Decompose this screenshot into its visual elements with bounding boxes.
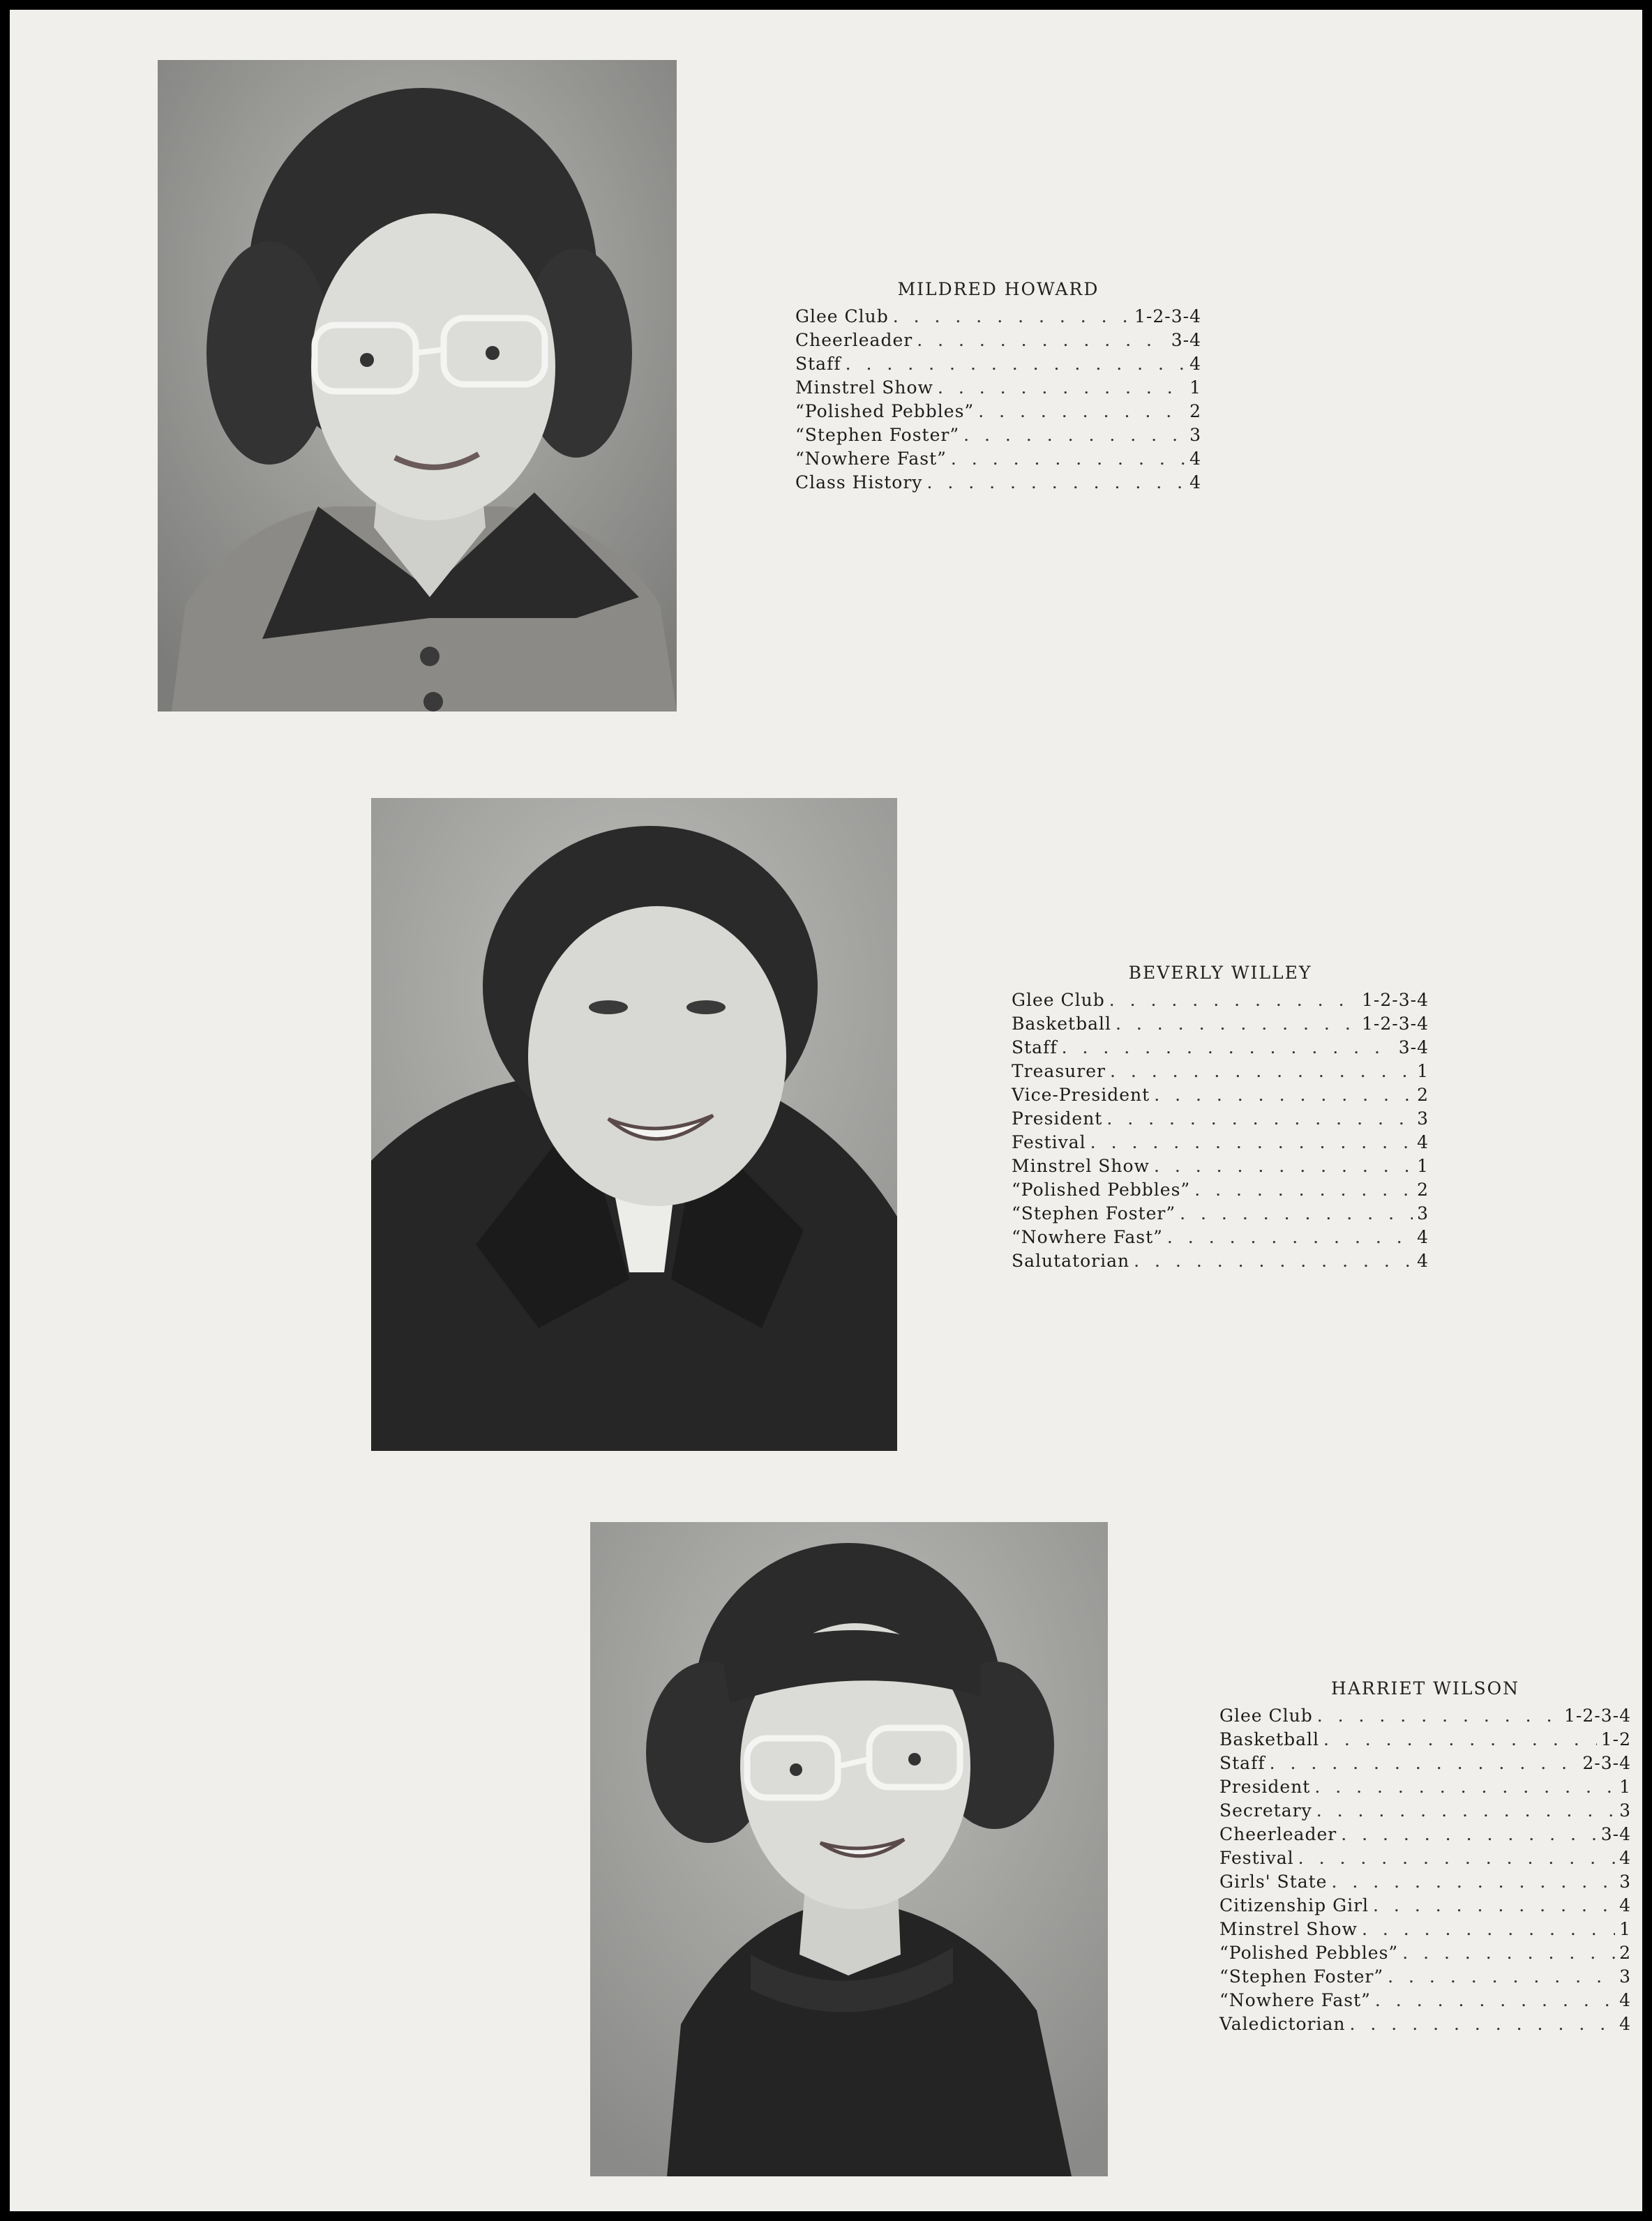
activity-years: 3	[1189, 425, 1201, 445]
activity-row	[1012, 1226, 1429, 1249]
activity-name: Valedictorian	[1219, 2014, 1346, 2034]
activity-years: 1-2-3-4	[1362, 990, 1429, 1010]
student-name: HARRIET WILSON	[1331, 1678, 1519, 1699]
activity-name: President	[1219, 1777, 1311, 1797]
activity-years: 4	[1417, 1227, 1429, 1247]
activity-name: Treasurer	[1012, 1061, 1106, 1081]
activity-name: “Nowhere Fast”	[1219, 1990, 1371, 2010]
activity-row	[1219, 1799, 1631, 1823]
leader-dots	[1375, 1989, 1615, 2012]
activity-years: 1	[1189, 377, 1201, 398]
activity-name: Staff	[1219, 1753, 1266, 1773]
activity-name: “Stephen Foster”	[795, 425, 960, 445]
leader-dots	[1154, 1083, 1413, 1107]
leader-dots	[1167, 1226, 1413, 1249]
leader-dots	[1134, 1249, 1413, 1273]
activity-row	[795, 471, 1201, 495]
activity-years: 3-4	[1171, 330, 1201, 350]
activity-years: 1-2	[1600, 1729, 1631, 1749]
leader-dots	[951, 447, 1185, 471]
activity-name: Basketball	[1219, 1729, 1319, 1749]
leader-dots	[1106, 1107, 1413, 1131]
activity-row	[1012, 1083, 1429, 1107]
activity-row	[795, 400, 1201, 423]
student-entry-beverly-willey	[1012, 963, 1429, 1273]
activity-name: Glee Club	[1012, 990, 1105, 1010]
activity-name: “Nowhere Fast”	[1012, 1227, 1163, 1247]
activity-row	[1219, 1918, 1631, 1941]
activity-years: 4	[1189, 354, 1201, 374]
activity-name: President	[1012, 1108, 1103, 1129]
leader-dots	[1350, 2012, 1616, 2036]
activity-name: Minstrel Show	[1219, 1919, 1358, 1939]
leader-dots	[1362, 1918, 1615, 1941]
activity-row	[795, 352, 1201, 376]
activity-years: 1-2-3-4	[1564, 1706, 1631, 1726]
leader-dots	[1298, 1846, 1615, 1870]
activity-name: Class History	[795, 472, 923, 492]
activity-years: 3	[1619, 1966, 1631, 1987]
activity-years: 2-3-4	[1582, 1753, 1631, 1773]
activity-years: 3	[1417, 1108, 1429, 1129]
activity-years: 2	[1417, 1180, 1429, 1200]
activity-row	[1219, 2012, 1631, 2036]
activity-years: 3	[1619, 1800, 1631, 1821]
activity-list	[1012, 988, 1429, 1273]
leader-dots	[1109, 988, 1358, 1012]
student-name: MILDRED HOWARD	[897, 279, 1099, 299]
activity-name: Cheerleader	[795, 330, 913, 350]
student-entry-harriet-wilson	[1219, 1678, 1631, 2036]
activity-years: 1	[1417, 1061, 1429, 1081]
activity-row	[1219, 1752, 1631, 1775]
activity-row	[1219, 1823, 1631, 1846]
activity-name: Staff	[1012, 1037, 1058, 1057]
activity-name: “Polished Pebbles”	[1012, 1180, 1191, 1200]
activity-row	[1012, 1036, 1429, 1060]
activity-row	[1012, 1060, 1429, 1083]
activity-name: Minstrel Show	[795, 377, 933, 398]
activity-name: “Polished Pebbles”	[1219, 1943, 1399, 1963]
activity-name: Basketball	[1012, 1014, 1111, 1034]
activity-years: 1	[1619, 1777, 1631, 1797]
activity-row	[1012, 1202, 1429, 1226]
leader-dots	[1331, 1870, 1615, 1894]
leader-dots	[1154, 1154, 1413, 1178]
activity-years: 1-2-3-4	[1362, 1014, 1429, 1034]
activity-row	[1219, 1965, 1631, 1989]
activity-row	[1219, 1775, 1631, 1799]
activity-years: 3	[1417, 1203, 1429, 1224]
activity-row	[1012, 1012, 1429, 1036]
activity-row	[1219, 1846, 1631, 1870]
activity-name: Glee Club	[1219, 1706, 1313, 1726]
activity-name: Glee Club	[795, 306, 889, 326]
activity-years: 1-2-3-4	[1134, 306, 1201, 326]
leader-dots	[963, 423, 1185, 447]
activity-years: 4	[1619, 1895, 1631, 1915]
activity-name: Vice-President	[1012, 1085, 1150, 1105]
activity-list	[795, 305, 1201, 495]
leader-dots	[1180, 1202, 1413, 1226]
activity-years: 2	[1189, 401, 1201, 421]
activity-name: “Stephen Foster”	[1012, 1203, 1176, 1224]
leader-dots	[1316, 1799, 1615, 1823]
yearbook-page	[10, 10, 1642, 2211]
activity-row	[795, 305, 1201, 329]
activity-row	[1219, 1989, 1631, 2012]
leader-dots	[926, 471, 1185, 495]
activity-name: Minstrel Show	[1012, 1156, 1150, 1176]
activity-name: Festival	[1219, 1848, 1294, 1868]
leader-dots	[1116, 1012, 1358, 1036]
activity-name: Staff	[795, 354, 841, 374]
leader-dots	[1341, 1823, 1597, 1846]
portrait-photo-harriet-wilson	[590, 1522, 1108, 2176]
activity-row	[1219, 1941, 1631, 1965]
leader-dots	[1062, 1036, 1395, 1060]
student-name: BEVERLY WILLEY	[1128, 963, 1312, 983]
activity-row	[1012, 1154, 1429, 1178]
activity-years: 4	[1189, 472, 1201, 492]
leader-dots	[1270, 1752, 1579, 1775]
activity-row	[1012, 988, 1429, 1012]
leader-dots	[1090, 1131, 1413, 1154]
portrait-illustration	[590, 1522, 1108, 2176]
student-entry-mildred-howard	[795, 279, 1201, 495]
activity-years: 4	[1619, 1848, 1631, 1868]
activity-row	[795, 376, 1201, 400]
activity-years: 4	[1619, 2014, 1631, 2034]
activity-row	[795, 423, 1201, 447]
activity-name: “Nowhere Fast”	[795, 449, 947, 469]
leader-dots	[1402, 1941, 1615, 1965]
activity-row	[1219, 1704, 1631, 1728]
activity-name: “Stephen Foster”	[1219, 1966, 1384, 1987]
portrait-photo-mildred-howard	[158, 60, 677, 712]
leader-dots	[1388, 1965, 1615, 1989]
activity-years: 2	[1417, 1085, 1429, 1105]
leader-dots	[1373, 1894, 1615, 1918]
leader-dots	[1314, 1775, 1615, 1799]
activity-row	[1012, 1107, 1429, 1131]
portrait-photo-beverly-willey	[371, 798, 897, 1451]
activity-years: 1	[1619, 1919, 1631, 1939]
leader-dots	[1323, 1728, 1597, 1752]
activity-years: 4	[1417, 1132, 1429, 1152]
activity-name: “Polished Pebbles”	[795, 401, 975, 421]
activity-years: 3	[1619, 1872, 1631, 1892]
activity-name: Festival	[1012, 1132, 1086, 1152]
portrait-illustration	[158, 60, 677, 712]
activity-name: Cheerleader	[1219, 1824, 1337, 1844]
activity-years: 4	[1417, 1251, 1429, 1271]
activity-name: Girls' State	[1219, 1872, 1328, 1892]
activity-row	[1012, 1131, 1429, 1154]
activity-years: 4	[1189, 449, 1201, 469]
activity-row	[1219, 1894, 1631, 1918]
activity-row	[1219, 1870, 1631, 1894]
activity-years: 1	[1417, 1156, 1429, 1176]
activity-row	[1012, 1249, 1429, 1273]
leader-dots	[893, 305, 1130, 329]
activity-row	[795, 329, 1201, 352]
leader-dots	[1110, 1060, 1413, 1083]
leader-dots	[938, 376, 1185, 400]
leader-dots	[1194, 1178, 1413, 1202]
leader-dots	[917, 329, 1167, 352]
leader-dots	[846, 352, 1186, 376]
activity-row	[1219, 1728, 1631, 1752]
activity-years: 2	[1619, 1943, 1631, 1963]
activity-row	[795, 447, 1201, 471]
activity-row	[1012, 1178, 1429, 1202]
activity-years: 3-4	[1398, 1037, 1429, 1057]
activity-list	[1219, 1704, 1631, 2036]
activity-years: 4	[1619, 1990, 1631, 2010]
activity-years: 3-4	[1600, 1824, 1631, 1844]
portrait-illustration	[371, 798, 897, 1451]
leader-dots	[1317, 1704, 1560, 1728]
activity-name: Secretary	[1219, 1800, 1312, 1821]
leader-dots	[978, 400, 1185, 423]
activity-name: Salutatorian	[1012, 1251, 1130, 1271]
activity-name: Citizenship Girl	[1219, 1895, 1369, 1915]
